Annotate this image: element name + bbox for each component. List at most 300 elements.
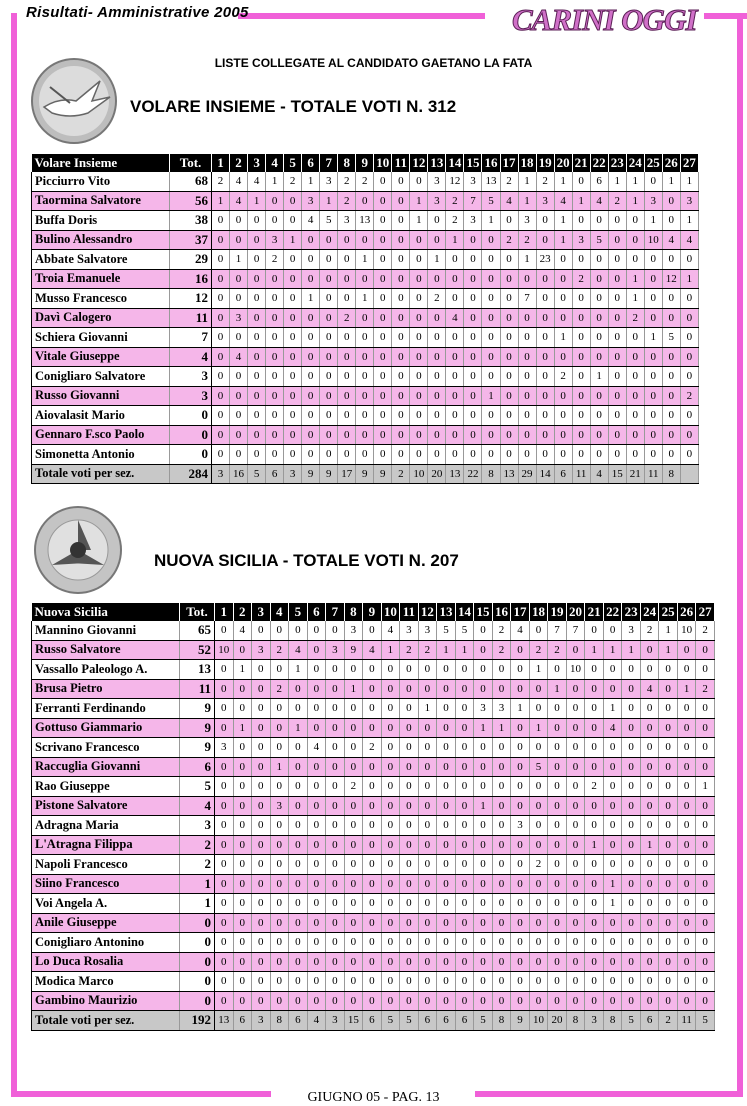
section-votes: 0: [464, 250, 482, 270]
section-votes: 0: [696, 855, 715, 875]
section-votes: 0: [680, 367, 698, 387]
section-votes: 0: [400, 835, 419, 855]
candidate-total: 29: [170, 250, 212, 270]
section-votes: 0: [252, 991, 271, 1011]
section-votes: 0: [554, 250, 572, 270]
header-section: 5: [289, 603, 308, 621]
section-votes: 0: [356, 269, 374, 289]
section-votes: 0: [270, 621, 289, 640]
section-votes: 0: [215, 660, 234, 680]
section-votes: 0: [233, 874, 252, 894]
section-votes: 4: [248, 172, 266, 191]
section-votes: 0: [344, 913, 363, 933]
section-votes: 0: [585, 699, 604, 719]
section-votes: 1: [518, 250, 536, 270]
candidate-total: 38: [170, 211, 212, 231]
section-votes: 0: [344, 855, 363, 875]
section-votes: 0: [326, 699, 345, 719]
left-bar: [11, 13, 17, 1091]
section-votes: 0: [363, 874, 382, 894]
section-votes: 0: [392, 386, 410, 406]
section-votes: 0: [289, 757, 308, 777]
candidate-row: [32, 250, 699, 270]
section-votes: 0: [696, 796, 715, 816]
total-section-votes: 9: [320, 464, 338, 484]
section-votes: 0: [446, 347, 464, 367]
section-votes: 0: [474, 835, 493, 855]
section-votes: 0: [266, 191, 284, 211]
candidate-total: 4: [170, 347, 212, 367]
section-votes: 0: [603, 913, 622, 933]
section-votes: 0: [392, 445, 410, 465]
candidate-total: 4: [180, 796, 215, 816]
candidate-total: 7: [170, 328, 212, 348]
section-votes: 0: [400, 913, 419, 933]
section-votes: 0: [428, 230, 446, 250]
candidate-name: Russo Giovanni: [32, 386, 170, 406]
section-votes: 0: [356, 367, 374, 387]
section-votes: 0: [344, 972, 363, 992]
section-votes: 0: [289, 991, 308, 1011]
section-votes: 0: [400, 933, 419, 953]
section-votes: 0: [428, 367, 446, 387]
section-votes: 0: [400, 991, 419, 1011]
section-votes: 1: [248, 191, 266, 211]
section-votes: 0: [590, 445, 608, 465]
section-votes: 0: [233, 894, 252, 914]
section-votes: 0: [492, 679, 511, 699]
section-votes: 0: [626, 230, 644, 250]
section-votes: 0: [344, 738, 363, 758]
total-section-votes: 2: [659, 1011, 678, 1031]
section-votes: 0: [212, 250, 230, 270]
section-votes: 0: [696, 718, 715, 738]
section-votes: 0: [270, 874, 289, 894]
section-votes: 0: [381, 835, 400, 855]
section-votes: 0: [511, 855, 530, 875]
section-votes: 0: [363, 913, 382, 933]
header-total: Tot.: [180, 603, 215, 621]
section-votes: 0: [363, 991, 382, 1011]
section-votes: 0: [590, 250, 608, 270]
section-votes: 0: [428, 328, 446, 348]
section-votes: 1: [644, 211, 662, 231]
section-votes: 0: [640, 894, 659, 914]
total-section-votes: 21: [626, 464, 644, 484]
section-votes: 2: [400, 640, 419, 660]
header-section: 4: [270, 603, 289, 621]
candidate-name: Conigliaro Antonino: [32, 933, 180, 953]
section-votes: 0: [400, 660, 419, 680]
header-section: 19: [536, 154, 554, 172]
section-votes: 0: [474, 757, 493, 777]
candidate-name: Musso Francesco: [32, 289, 170, 309]
section-votes: 0: [344, 835, 363, 855]
section-votes: 0: [344, 991, 363, 1011]
votes-table-volare: [31, 154, 699, 484]
section-votes: 0: [644, 172, 662, 191]
candidate-row: [32, 328, 699, 348]
header-section: 4: [266, 154, 284, 172]
section-votes: 0: [266, 367, 284, 387]
section-votes: 0: [252, 933, 271, 953]
section-votes: 0: [381, 816, 400, 836]
section-votes: 0: [418, 952, 437, 972]
candidate-row: [32, 308, 699, 328]
section-votes: 0: [338, 386, 356, 406]
section-votes: 0: [603, 952, 622, 972]
section-votes: 2: [529, 855, 548, 875]
section-votes: 0: [326, 952, 345, 972]
candidate-row: [32, 796, 715, 816]
section-votes: 0: [548, 991, 567, 1011]
section-votes: 0: [374, 386, 392, 406]
header-section: 14: [446, 154, 464, 172]
section-votes: 0: [572, 250, 590, 270]
section-votes: 0: [374, 445, 392, 465]
section-votes: 0: [230, 328, 248, 348]
section-votes: 6: [590, 172, 608, 191]
section-votes: 0: [482, 308, 500, 328]
section-votes: 0: [680, 250, 698, 270]
section-votes: 0: [566, 835, 585, 855]
nuova-sicilia-logo: [33, 505, 123, 595]
section-votes: 0: [640, 933, 659, 953]
section-votes: 0: [400, 718, 419, 738]
total-section-votes: 3: [326, 1011, 345, 1031]
section-votes: 0: [418, 894, 437, 914]
section-votes: 0: [446, 406, 464, 426]
section-votes: 0: [230, 211, 248, 231]
total-section-votes: 5: [696, 1011, 715, 1031]
section-title: Risultati- Amministrative 2005: [26, 4, 249, 21]
candidate-row: [32, 913, 715, 933]
section-votes: 0: [536, 367, 554, 387]
section-votes: 0: [252, 738, 271, 758]
section-votes: 4: [302, 211, 320, 231]
section-votes: 4: [230, 172, 248, 191]
section-votes: 0: [482, 425, 500, 445]
total-section-votes: 10: [410, 464, 428, 484]
section-votes: 0: [529, 816, 548, 836]
section-votes: 0: [410, 425, 428, 445]
section-votes: 0: [418, 718, 437, 738]
section-votes: 0: [212, 308, 230, 328]
section-votes: 1: [289, 718, 308, 738]
section-votes: 0: [326, 679, 345, 699]
section-votes: 0: [266, 308, 284, 328]
candidate-name: Vitale Giuseppe: [32, 347, 170, 367]
candidate-row: [32, 855, 715, 875]
section-votes: 0: [603, 855, 622, 875]
section-votes: 2: [338, 308, 356, 328]
total-section-votes: 11: [572, 464, 590, 484]
total-section-votes: 8: [566, 1011, 585, 1031]
section-votes: 0: [572, 425, 590, 445]
section-votes: 4: [511, 621, 530, 640]
section-votes: 0: [374, 211, 392, 231]
section-votes: 2: [548, 640, 567, 660]
section-votes: 0: [455, 913, 474, 933]
section-votes: 0: [437, 913, 456, 933]
section-votes: 0: [626, 386, 644, 406]
header-section: 7: [320, 154, 338, 172]
section-votes: 0: [326, 874, 345, 894]
section-votes: 0: [511, 952, 530, 972]
candidate-row: [32, 972, 715, 992]
section-votes: 0: [326, 913, 345, 933]
section-votes: 0: [289, 972, 308, 992]
section-votes: 0: [410, 172, 428, 191]
section-votes: 0: [233, 816, 252, 836]
section-votes: 0: [696, 913, 715, 933]
section-votes: 0: [455, 835, 474, 855]
section-votes: 0: [215, 699, 234, 719]
section-votes: 0: [363, 816, 382, 836]
candidate-name: Adragna Maria: [32, 816, 180, 836]
section-votes: 0: [252, 913, 271, 933]
header-section: 6: [307, 603, 326, 621]
section-votes: 0: [548, 894, 567, 914]
section-votes: 1: [548, 679, 567, 699]
section-votes: 0: [640, 991, 659, 1011]
section-votes: 0: [548, 777, 567, 797]
section-votes: 0: [677, 894, 696, 914]
section-votes: 1: [302, 172, 320, 191]
section-votes: 0: [326, 933, 345, 953]
section-votes: 0: [585, 757, 604, 777]
section-votes: 0: [252, 952, 271, 972]
section-votes: 0: [622, 718, 641, 738]
section-votes: 0: [284, 425, 302, 445]
candidate-name: Schiera Giovanni: [32, 328, 170, 348]
section-votes: 3: [252, 640, 271, 660]
total-row: [32, 464, 699, 484]
section-votes: 0: [518, 406, 536, 426]
section-votes: 0: [233, 679, 252, 699]
section-votes: 0: [640, 699, 659, 719]
header-section: 2: [230, 154, 248, 172]
section-votes: 0: [307, 757, 326, 777]
section-votes: 3: [622, 621, 641, 640]
section-votes: 1: [437, 640, 456, 660]
section-votes: 10: [644, 230, 662, 250]
header-section: 22: [590, 154, 608, 172]
section-votes: 0: [326, 660, 345, 680]
candidate-name: Ferranti Ferdinando: [32, 699, 180, 719]
section-votes: 0: [410, 269, 428, 289]
section-votes: 0: [230, 386, 248, 406]
header-section: 20: [566, 603, 585, 621]
header-section: 21: [585, 603, 604, 621]
section-votes: 0: [215, 777, 234, 797]
section-votes: 0: [410, 406, 428, 426]
section-votes: 0: [410, 328, 428, 348]
section-votes: 1: [482, 386, 500, 406]
section-votes: 0: [381, 913, 400, 933]
header-section: 3: [252, 603, 271, 621]
section-votes: 0: [248, 250, 266, 270]
section-votes: 0: [381, 660, 400, 680]
section-votes: 0: [566, 952, 585, 972]
section-votes: 0: [566, 816, 585, 836]
section-votes: 3: [215, 738, 234, 758]
total-section-votes: 6: [289, 1011, 308, 1031]
section-votes: 0: [400, 757, 419, 777]
total-section-votes: 6: [640, 1011, 659, 1031]
section-votes: 0: [212, 211, 230, 231]
section-votes: 0: [585, 874, 604, 894]
section-votes: 0: [659, 874, 678, 894]
section-votes: 0: [608, 289, 626, 309]
candidate-row: [32, 679, 715, 699]
header-section: 26: [677, 603, 696, 621]
section-votes: 0: [659, 757, 678, 777]
section-votes: 0: [455, 679, 474, 699]
section-votes: 0: [659, 796, 678, 816]
section-votes: 2: [446, 211, 464, 231]
section-votes: 0: [344, 952, 363, 972]
section-votes: 0: [696, 933, 715, 953]
section-votes: 1: [680, 172, 698, 191]
total-section-votes: 16: [230, 464, 248, 484]
header-section: 16: [492, 603, 511, 621]
header-section: 9: [356, 154, 374, 172]
candidate-row: [32, 230, 699, 250]
section-votes: 0: [338, 445, 356, 465]
section-votes: 0: [500, 386, 518, 406]
section-votes: 0: [270, 699, 289, 719]
section-votes: 0: [320, 250, 338, 270]
section-votes: 0: [212, 269, 230, 289]
section-votes: 0: [603, 972, 622, 992]
section-votes: 0: [363, 933, 382, 953]
section-votes: 0: [529, 894, 548, 914]
section-votes: 0: [363, 796, 382, 816]
section-votes: 0: [344, 894, 363, 914]
section-votes: 0: [381, 757, 400, 777]
section-votes: 1: [554, 211, 572, 231]
section-votes: 0: [603, 621, 622, 640]
section-votes: 0: [500, 425, 518, 445]
table-header-row: [32, 154, 699, 172]
section-votes: 0: [248, 211, 266, 231]
section-votes: 2: [492, 640, 511, 660]
section-votes: 0: [374, 269, 392, 289]
section-votes: 2: [518, 230, 536, 250]
section-votes: 0: [284, 386, 302, 406]
candidate-row: [32, 425, 699, 445]
section-votes: 0: [215, 835, 234, 855]
section-votes: 0: [320, 269, 338, 289]
section-votes: 0: [659, 660, 678, 680]
section-votes: 0: [518, 445, 536, 465]
section-votes: 2: [338, 172, 356, 191]
section-votes: 2: [418, 640, 437, 660]
section-votes: 0: [215, 757, 234, 777]
section-votes: 0: [326, 738, 345, 758]
section-votes: 0: [212, 367, 230, 387]
section-votes: 0: [215, 874, 234, 894]
section-votes: 1: [320, 191, 338, 211]
section-votes: 0: [392, 367, 410, 387]
section-votes: 0: [302, 406, 320, 426]
candidate-total: 9: [180, 738, 215, 758]
section-votes: 0: [270, 777, 289, 797]
candidate-name: Lo Duca Rosalia: [32, 952, 180, 972]
section-votes: 0: [518, 347, 536, 367]
section-votes: 0: [418, 835, 437, 855]
candidate-row: [32, 952, 715, 972]
section-votes: 0: [644, 386, 662, 406]
section-votes: 0: [572, 406, 590, 426]
section-votes: 0: [677, 913, 696, 933]
section-votes: 2: [536, 172, 554, 191]
section-votes: 10: [215, 640, 234, 660]
section-votes: 0: [374, 328, 392, 348]
section-votes: 0: [356, 230, 374, 250]
candidate-name: Bulino Alessandro: [32, 230, 170, 250]
candidate-row: [32, 347, 699, 367]
section-votes: 0: [381, 777, 400, 797]
table-header-row: [32, 603, 715, 621]
total-section-votes: 5: [400, 1011, 419, 1031]
section-votes: 0: [474, 621, 493, 640]
section-votes: 0: [554, 445, 572, 465]
section-votes: 0: [659, 972, 678, 992]
section-votes: 0: [529, 679, 548, 699]
section-votes: 0: [284, 347, 302, 367]
section-votes: 0: [212, 406, 230, 426]
section-votes: 0: [270, 738, 289, 758]
section-votes: 0: [529, 991, 548, 1011]
section-votes: 0: [566, 874, 585, 894]
section-votes: 0: [215, 952, 234, 972]
section-votes: 0: [392, 308, 410, 328]
section-votes: 0: [603, 660, 622, 680]
section-votes: 0: [622, 699, 641, 719]
section-votes: 0: [536, 269, 554, 289]
section-votes: 0: [622, 660, 641, 680]
section-votes: 4: [446, 308, 464, 328]
section-votes: 4: [554, 191, 572, 211]
section-votes: 0: [400, 894, 419, 914]
section-votes: 0: [320, 425, 338, 445]
section-votes: 0: [270, 952, 289, 972]
candidate-name: Vassallo Paleologo A.: [32, 660, 180, 680]
section-votes: 0: [302, 269, 320, 289]
candidate-total: 65: [180, 621, 215, 640]
total-section-votes: 6: [554, 464, 572, 484]
section-votes: 0: [626, 406, 644, 426]
section-votes: 0: [603, 835, 622, 855]
section-votes: 1: [662, 172, 680, 191]
section-votes: 0: [392, 289, 410, 309]
header-section: 16: [482, 154, 500, 172]
section-votes: 0: [696, 738, 715, 758]
section-votes: 0: [492, 855, 511, 875]
section-votes: 0: [418, 933, 437, 953]
section-votes: 0: [474, 874, 493, 894]
section-votes: 0: [511, 835, 530, 855]
section-votes: 1: [518, 172, 536, 191]
section-votes: 0: [640, 952, 659, 972]
section-votes: 0: [572, 386, 590, 406]
total-section-votes: 6: [266, 464, 284, 484]
section-votes: 0: [554, 386, 572, 406]
section-votes: 0: [622, 816, 641, 836]
header-section: 23: [608, 154, 626, 172]
